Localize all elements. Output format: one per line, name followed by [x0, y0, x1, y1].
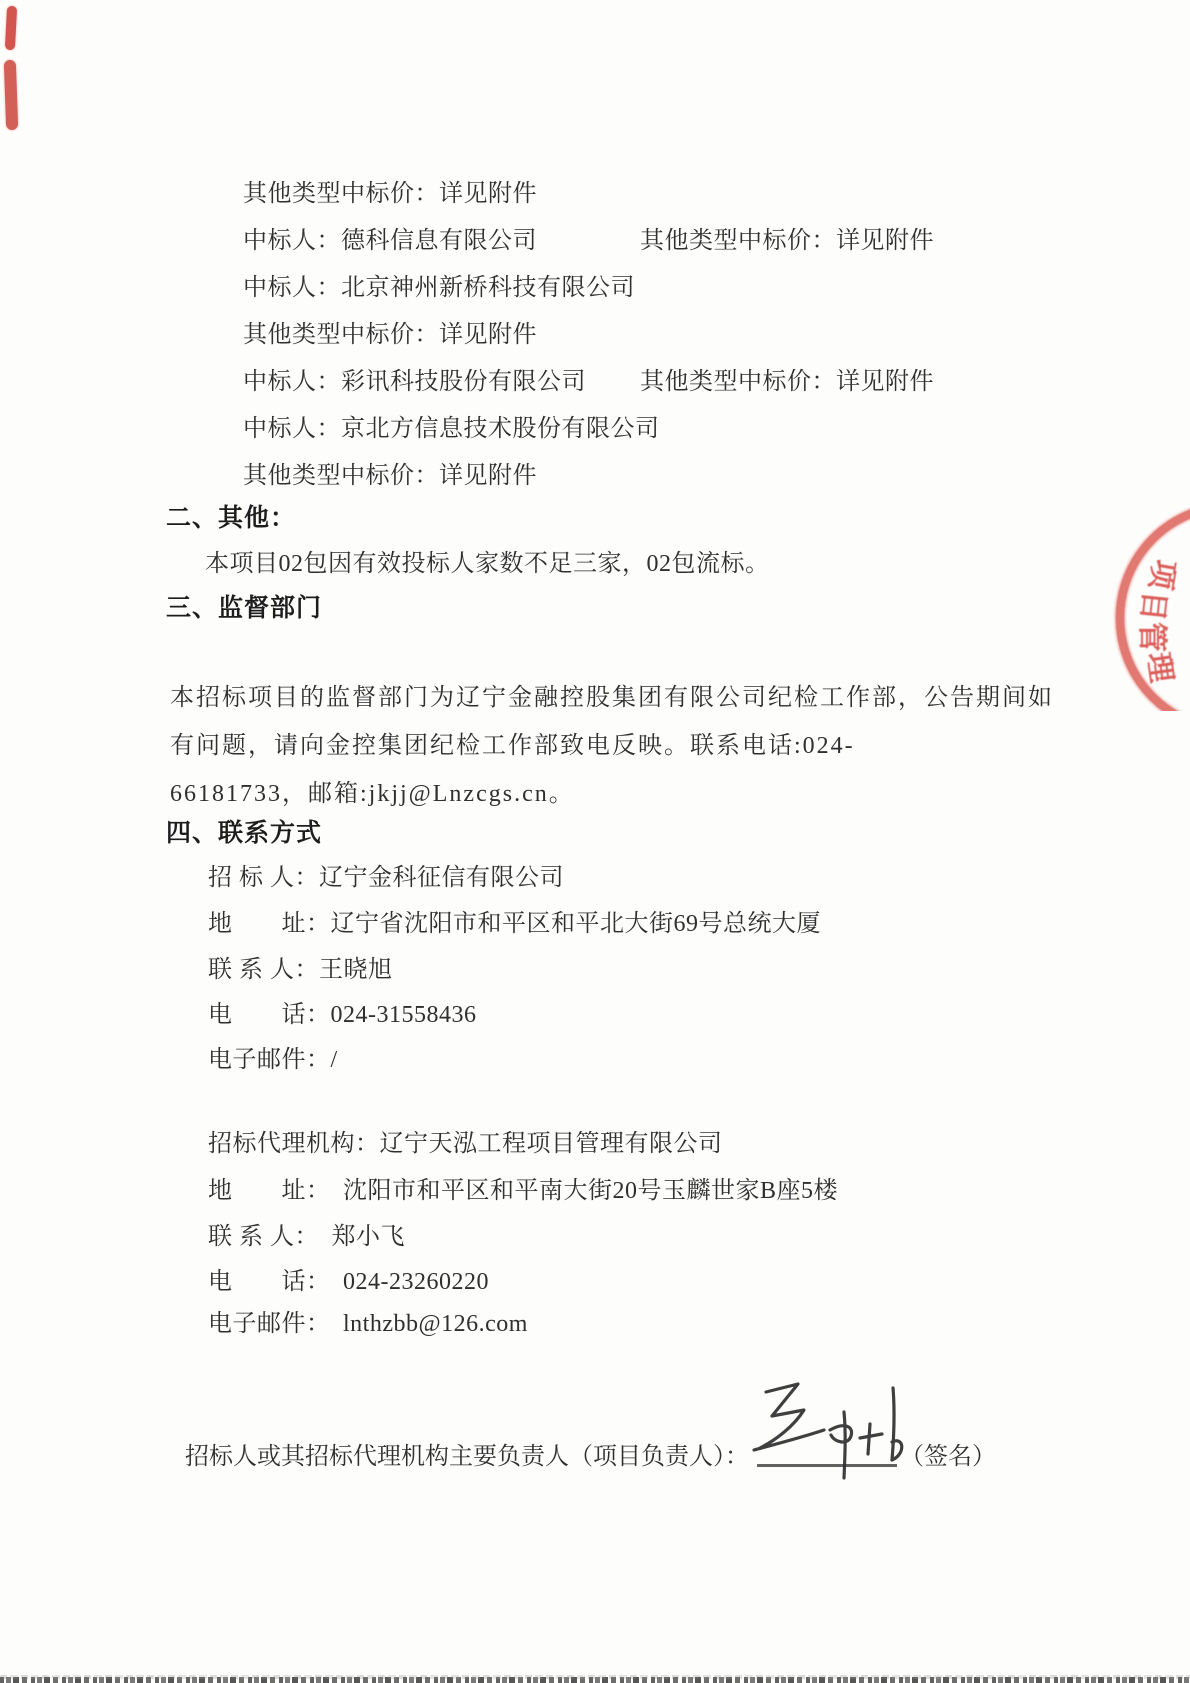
field-label: 联 系 人：: [208, 957, 319, 983]
seal-character: 目: [1133, 589, 1172, 623]
tenderer-contact-row: [208, 954, 393, 986]
agency-address-row: [208, 1175, 838, 1207]
field-value: 王晓旭: [319, 957, 393, 983]
tenderer-phone-row: [208, 999, 477, 1031]
field-label: 招 标 人：: [208, 865, 319, 891]
field-value: lnthzbb@126.com: [343, 1311, 528, 1337]
agency-phone-row: [208, 1266, 489, 1298]
scan-bottom-edge-faint: [0, 1675, 1190, 1679]
section-supervision-heading: 三、监督部门: [166, 595, 323, 622]
handwritten-signature: [752, 1378, 904, 1488]
field-label: 地 址：: [208, 911, 331, 937]
seal-character: 管: [1134, 622, 1169, 652]
bid-line: 中标人：彩讯科技股份有限公司: [243, 369, 586, 395]
signature-suffix: （签名）: [900, 1444, 996, 1470]
bid-line: 其他类型中标价：详见附件: [243, 181, 537, 207]
seal-character: 项: [1141, 556, 1182, 593]
field-label: 电 话：: [208, 1269, 343, 1295]
field-value: 024-31558436: [330, 1002, 477, 1028]
signature-line-label: 招标人或其招标代理机构主要负责人（项目负责人）：: [185, 1444, 749, 1470]
field-value: 辽宁金科征信有限公司: [319, 865, 564, 891]
field-value: 郑小飞: [331, 1224, 405, 1250]
section-contact-heading: 四、联系方式: [166, 820, 323, 847]
section-other-body: 本项目02包因有效投标人家数不足三家，02包流标。: [205, 551, 770, 577]
field-label: 联 系 人：: [208, 1224, 332, 1250]
field-value: 辽宁天泓工程项目管理有限公司: [379, 1131, 723, 1157]
supervision-line: 66181733，邮箱:jkjj@Lnzcgs.cn。: [170, 781, 575, 807]
field-label: 招标代理机构：: [208, 1131, 380, 1157]
section-other-heading: 二、其他：: [166, 505, 297, 532]
bid-line: 中标人：北京神州新桥科技有限公司: [243, 275, 635, 301]
agency-contact-row: [208, 1221, 405, 1253]
field-value: /: [330, 1047, 338, 1073]
bid-line-right: 其他类型中标价：详见附件: [640, 228, 934, 254]
red-corner-mark: [4, 60, 18, 130]
field-label: 电子邮件：: [208, 1311, 343, 1337]
field-label: 地 址：: [208, 1178, 343, 1204]
agency-email-row: [208, 1308, 528, 1340]
supervision-line: 有问题，请向金控集团纪检工作部致电反映。联系电话:024-: [170, 733, 855, 759]
bid-line: 其他类型中标价：详见附件: [243, 322, 537, 348]
field-value: 辽宁省沈阳市和平区和平北大街69号总统大厦: [330, 911, 821, 937]
bid-line-right: 其他类型中标价：详见附件: [640, 369, 934, 395]
supervision-line: 本招标项目的监督部门为辽宁金融控股集团有限公司纪检工作部，公告期间如: [170, 685, 1054, 711]
tenderer-name-row: [208, 862, 564, 894]
field-value: 024-23260220: [343, 1269, 489, 1295]
red-company-seal: [1095, 496, 1190, 711]
tenderer-email-row: [208, 1044, 338, 1076]
field-label: 电 话：: [208, 1002, 331, 1028]
agency-name-row: [208, 1128, 723, 1160]
tenderer-address-row: [208, 908, 821, 940]
seal-character: 理: [1140, 650, 1179, 685]
bid-line: 其他类型中标价：详见附件: [243, 463, 537, 489]
red-corner-mark: [5, 6, 17, 50]
field-label: 电子邮件：: [208, 1047, 331, 1073]
field-value: 沈阳市和平区和平南大街20号玉麟世家B座5楼: [343, 1178, 839, 1204]
bid-line: 中标人：京北方信息技术股份有限公司: [243, 416, 660, 442]
bid-line: 中标人：德科信息有限公司: [243, 228, 537, 254]
